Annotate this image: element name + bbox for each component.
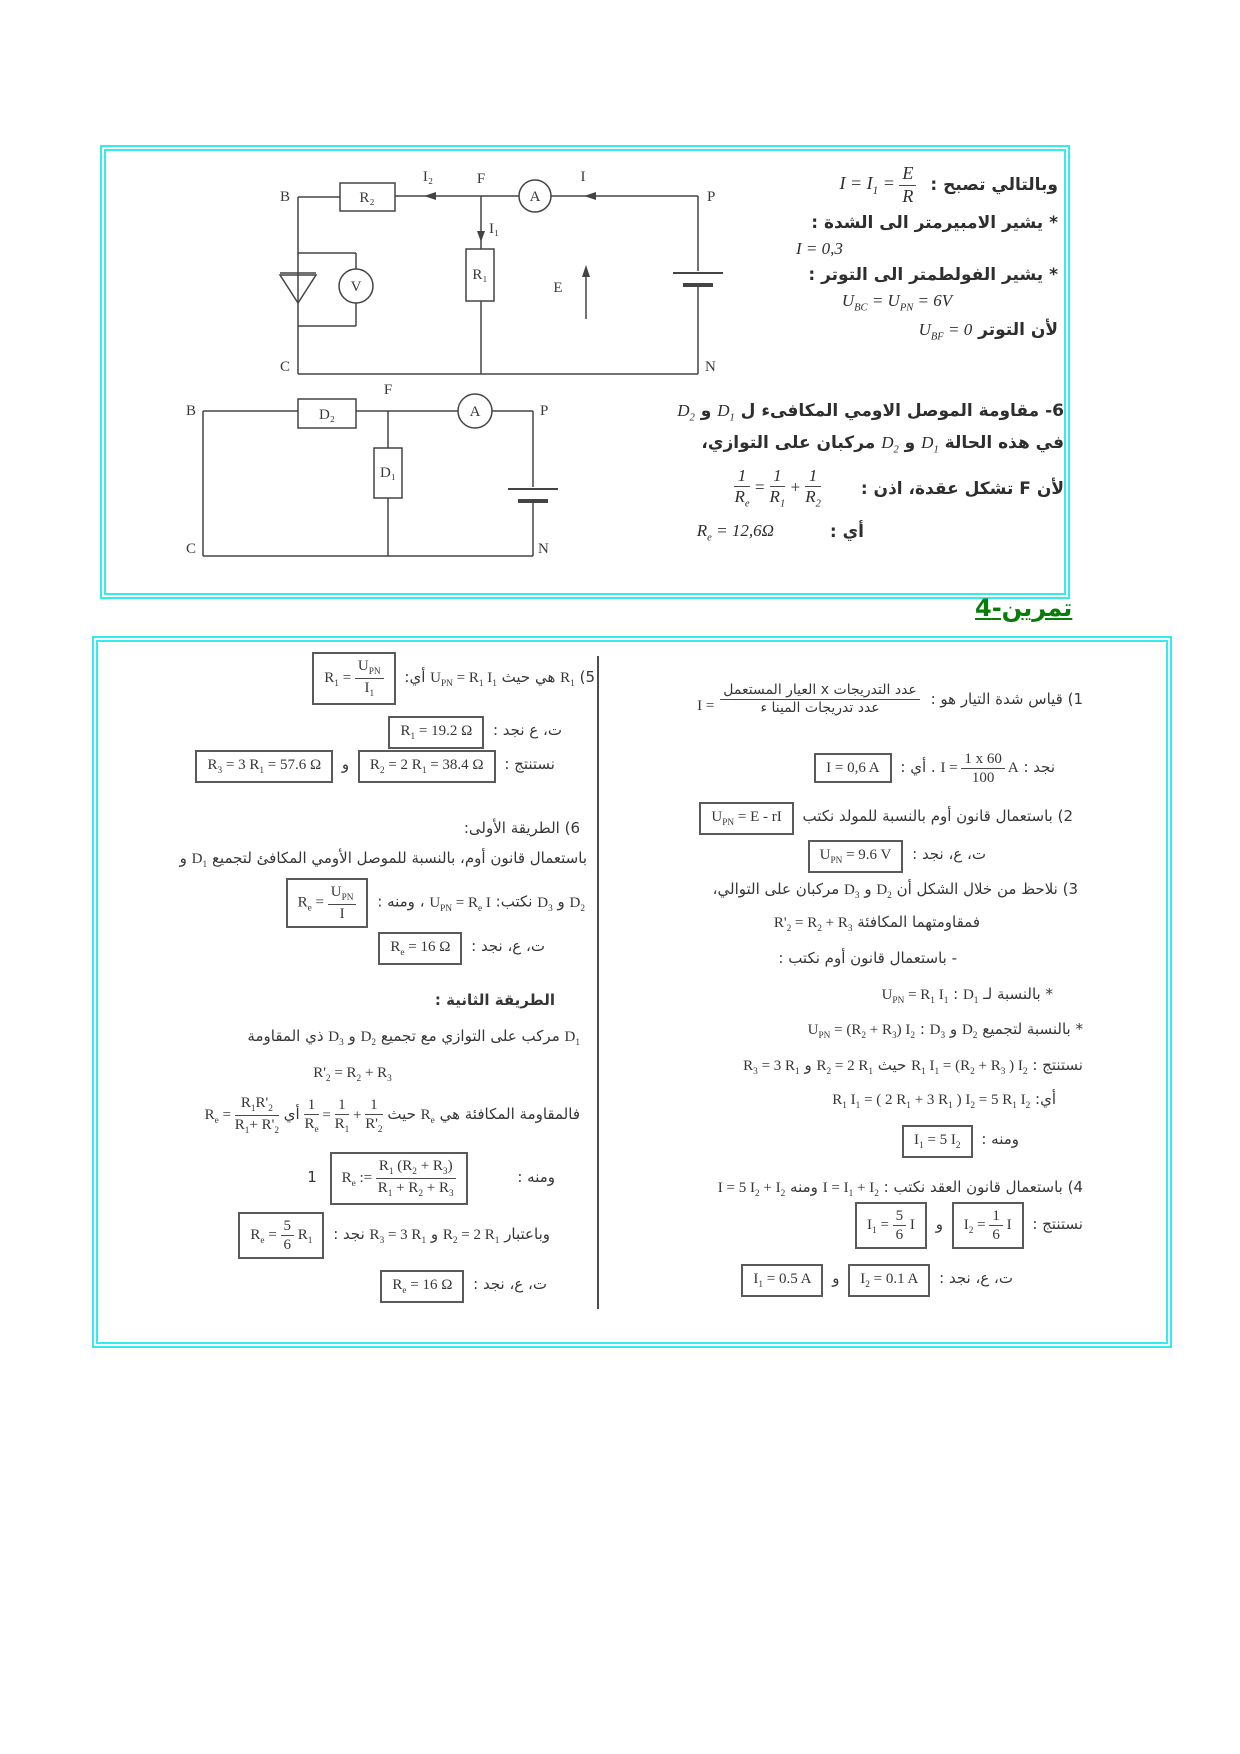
method2-parallel: فالمقاومة المكافئة هي $R_e$ حيث $\frac{1}{R_e}$ = $\frac{1}{R_1}$ + $\frac{1}{R'_2}$ أي $R_e$ = $\frac{R_1R'_2}{R_1+ R'_2}$ [204,1095,580,1137]
svg-text:N: N [705,359,716,375]
exercise-4-title: تمرين-4 [975,594,1073,622]
step-4-fractions: نستنتج : $I_2$ = $\frac{1}{6}$ I و $I_1$ = $\frac{5}{6}$ I [851,1202,1083,1249]
column-divider [597,656,599,1309]
step-6-re-formula: $D_2$ و $D_3$ نكتب: $U_{PN} = R_e$ I ، ومنه : $R_e$ = $\frac{U_{PN}}{I}$ [282,878,585,928]
step-2-ohm-law: 2) باستعمال قانون أوم بالنسبة للمولد نكتب $U_{PN} = E$ - rI [695,802,1073,835]
battery-icon [508,489,558,501]
battery-icon [673,273,723,285]
notes-circuit1 [736,163,1058,348]
resistor-r1 [466,249,494,301]
note-line: 6- مقاومة الموصل الاومي المكافىء ل $D_1$ و $D_2$ [677,401,1064,424]
svg-text:V: V [350,279,362,295]
step-2-result: ت، ع، نجد : $U_{PN} = 9.6$ V [804,840,986,873]
step-5-r1-value: ت، ع نجد : $R_1 = 19.2$ Ω [384,716,562,749]
svg-text:F: F [476,171,486,187]
step-3-deduction: نستنتج : $R_1$ $I_1 = (R_2 + R_3$ ) $I_2$ حيث $R_2 = 2$ $R_1$ و $R_3 = 3$ $R_1$ [743,1056,1083,1077]
step-4-node-law: 4) باستعمال قانون العقد نكتب : $I = I_1 + I_2$ ومنه I = 5 $I_2 + I_2$ [717,1178,1083,1199]
ammeter-icon [519,180,551,212]
step-3-series-note: 3) نلاحظ من خلال الشكل أن $D_2$ و $D_3$ مركبان على التوالي، [712,880,1078,901]
step-1-current-measure: 1) قياس شدة التيار هو : $\frac{\text{عدد التدريجات x العيار المستعمل}}{\text{عدد تدريجات المينا ء}}$ I = [697,682,1083,716]
svg-text:D₂: D₂ [318,407,336,423]
note-line: I = 0,3 [796,239,843,259]
solution-panel-exercise4 [96,640,1168,1344]
svg-text:A: A [529,189,541,205]
step-3-expansion: أي: $R_1$ $I_1$ = ( 2 $R_1 + 3$ $R_1$ ) $I_2 = 5$ $R_1$ $I_2$ [832,1090,1056,1111]
step-6-method1-title: 6) الطريقة الأولى: [463,819,580,837]
note-line [736,163,1058,207]
svg-text:R₁: R₁ [472,267,488,283]
method2-text: $D_1$ مركب على التوازي مع تجميع $D_2$ و $D_3$ ذي المقاومة [247,1027,580,1048]
voltmeter-icon [339,269,373,303]
right-column [603,642,1083,1342]
svg-text:B: B [279,189,290,205]
svg-text:B: B [185,403,196,419]
resistor-r2 [340,183,395,211]
dipole-d2 [298,399,356,428]
circuit-diagram-1 [178,161,738,386]
svg-text:A: A [469,404,481,420]
svg-text:F: F [383,382,393,398]
svg-text:I₁: I₁ [489,221,500,237]
method2-r2prime: $R'_2 = R_2 + R_3$ [313,1065,392,1084]
formula: $I = I_1$ = $\frac{E}{R}$ [840,163,917,207]
left-column [110,642,595,1342]
step-3-d2d3-relation: * بالنسبة لتجميع $D_2$ و $D_3$ : $U_{PN} = (R_2 + R_3)$ $I_2$ [807,1020,1083,1041]
note-line [593,521,864,543]
step-3-d1-relation: * بالنسبة لـ $D_1$ : $U_{PN} = R_1$ $I_1$ [881,985,1053,1006]
step-5-r1-formula: 5) $R_1$ هي حيث $U_{PN} = R_1$ $I_1$ أي: $R_1$ = $\frac{U_{PN}}{I_1}$ [308,652,595,705]
circuit-diagram-2 [178,381,568,566]
step-5-r2-r3-values: نستنتج : $R_2 = 2$ $R_1 = 38.4$ Ω و $R_3 = 3$ $R_1 = 57.6$ Ω [191,750,555,783]
step-1-result: نجد : I = $\frac{1 x 60}{100}$ A . أي : I = 0,6 A [810,750,1055,787]
note-line: * يشير الفولطمتر الى التوتر : [808,265,1058,286]
note-line: * يشير الامبيرمتر الى الشدة : [811,213,1058,234]
step-3-result: ومنه : $I_1 = 5$ $I_2$ [898,1125,1019,1158]
svg-text:I₂: I₂ [422,169,434,185]
note-line: في هذه الحالة $D_1$ و $D_2$ مركبان على التوازي، [701,433,1064,456]
note-line [593,466,1064,511]
svg-text:I: I [580,169,586,185]
step-6-re-value: ت، ع، نجد : $R_e = 16$ Ω [374,932,545,965]
note-text: وبالتالي تصبح : [930,175,1058,196]
formula: $R_e = 12,6\Omega$ [696,521,774,544]
svg-text:P: P [707,189,716,205]
solution-panel-top [104,149,1066,595]
step-6-method1-text: باستعمال قانون أوم، بالنسبة للموصل الأومي المكافئ لتجميع $D_1$ و [179,849,587,870]
step-3-equivalent: فمقاومتهما المكافئة $R'_2 = R_2 + R_3$ [773,913,980,934]
method2-re-simplified: وباعتبار $R_2 = 2$ $R_1$ و $R_3 = 3$ $R_1$ نجد : $R_e$ = $\frac{5}{6}$ $R_1$ [234,1212,550,1259]
notes-circuit2 [593,401,1064,554]
step-3-ohm-note: - باستعمال قانون أوم نكتب : [778,949,957,967]
exercise-4-heading [975,594,1072,622]
svg-text:D₁: D₁ [379,465,397,481]
ammeter-icon [458,394,492,428]
note-text: لأن F تشكل عقدة، اذن : [860,478,1064,499]
svg-text:E: E [553,280,563,296]
current-arrows [424,192,596,277]
note-text: أي : [829,522,864,543]
note-line: لأن التوتر $U_{BF} = 0$ [918,319,1058,342]
note-line: $U_{BC} = U_{PN} = 6V$ [841,291,953,314]
svg-text:C: C [279,359,290,375]
step-4-results: ت، ع، نجد : $I_2 = 0.1$ A و $I_1 = 0.5$ A [737,1264,1013,1297]
circuit2-wires [203,411,533,556]
dipole-d1 [374,448,402,498]
svg-text:R₂: R₂ [359,190,375,206]
svg-text:N: N [538,541,549,557]
circuit2-node-labels [186,382,549,557]
method2-title: الطريقة الثانية : [434,991,555,1009]
method2-re-value: ت، ع، نجد : $R_e = 16$ Ω [376,1270,547,1303]
formula: $\frac{1}{R_e}$ = $\frac{1}{R_1}$ + $\frac{1}{R_2}$ [734,465,821,510]
svg-text:C: C [185,541,196,557]
method2-re-expression: ومنه : $R_e$ := $\frac{R_1 (R_2 + R_3)}{R_1 + R_2 + R_3}$ 1 [307,1152,555,1205]
svg-text:P: P [540,403,549,419]
